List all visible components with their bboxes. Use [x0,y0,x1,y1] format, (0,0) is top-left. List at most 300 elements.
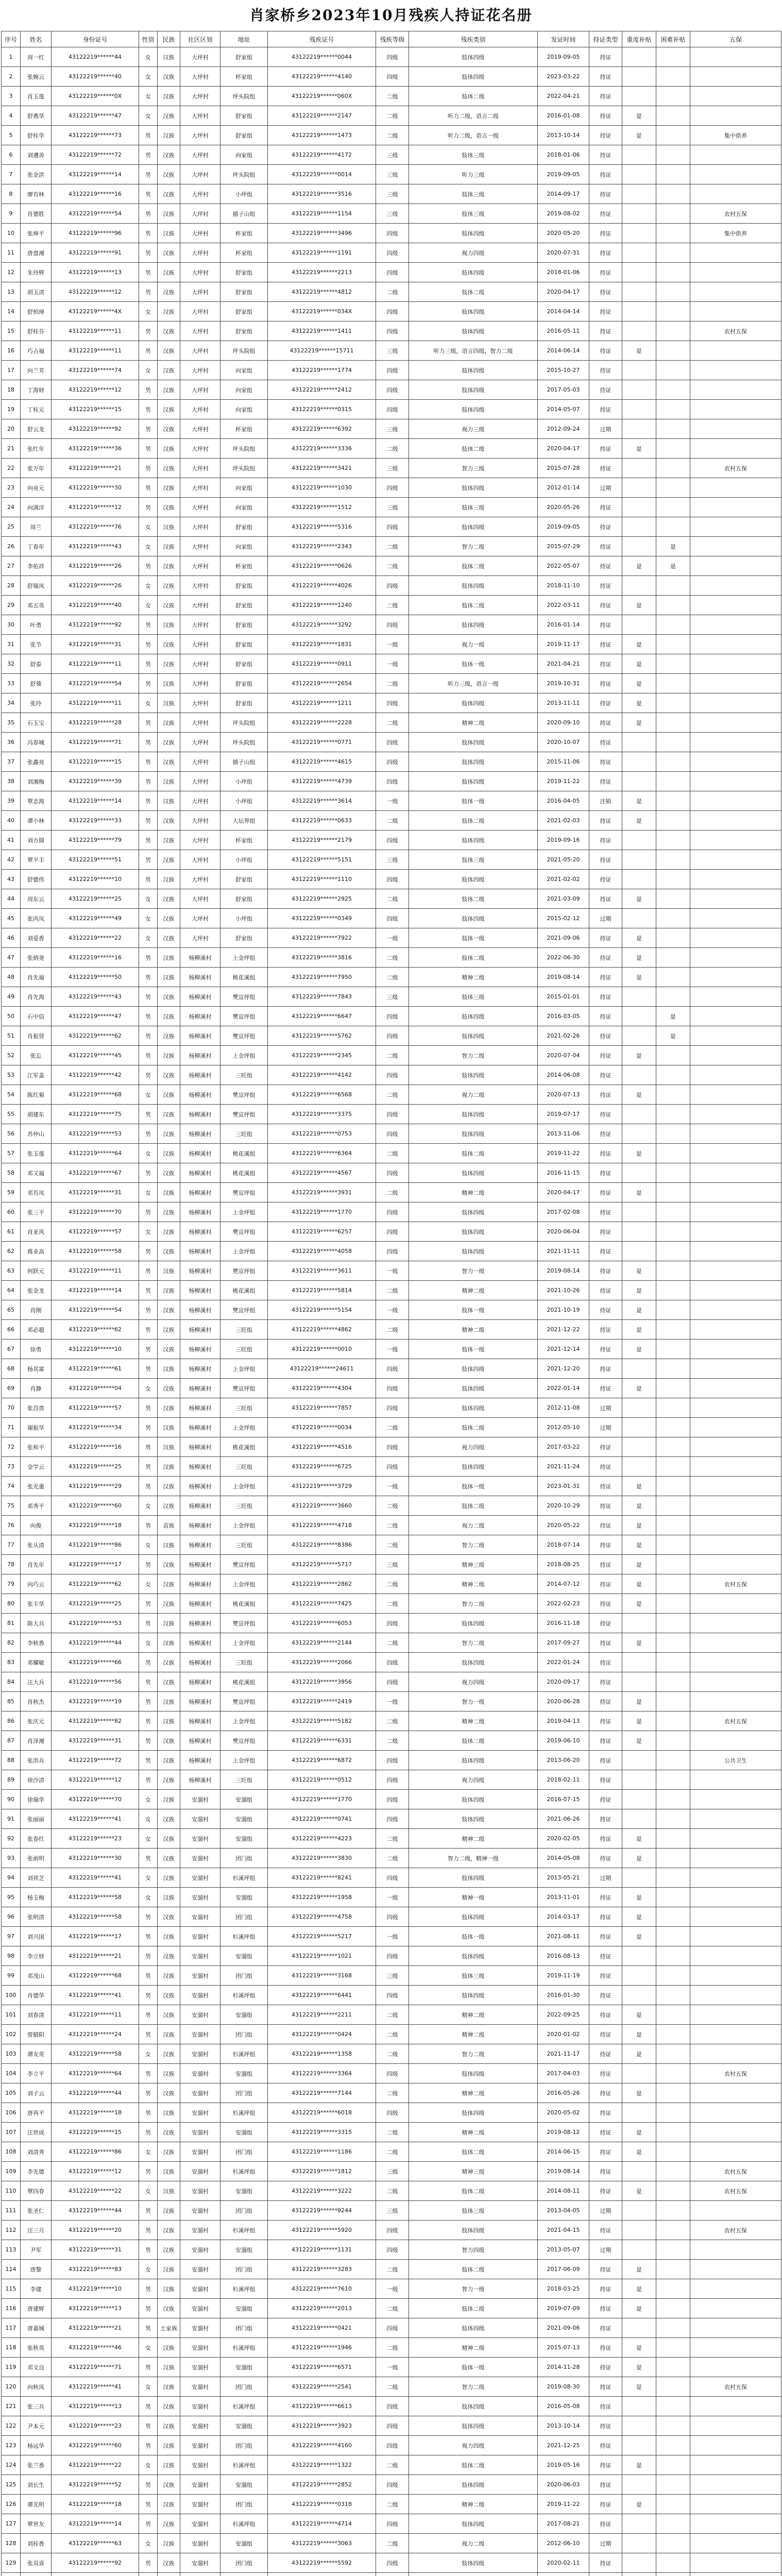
table-cell: 张兰香 [21,2455,52,2475]
table-cell: 64 [2,1281,21,1300]
table-cell [656,1692,690,1711]
table-cell [690,2025,781,2044]
table-cell: 2014-03-17 [538,1907,589,1927]
table-cell: 43122219******12 [52,380,139,400]
table-cell [622,2553,656,2573]
table-cell: 2019-08-12 [538,2123,589,2142]
table-cell: 2019-11-22 [538,2495,589,2514]
table-cell: 肢体四级 [409,517,538,537]
table-cell: 张炳尧 [21,948,52,968]
table-cell: 大坪村 [180,596,220,615]
table-cell: 43122219******79 [52,831,139,850]
table-cell: 肢体二级 [409,556,538,576]
table-cell [690,1477,781,1496]
table-cell: 2014-04-14 [538,302,589,321]
table-cell: 汉族 [158,928,180,948]
table-cell: 安溜村 [180,2534,220,2553]
table-cell: 樊宣坪组 [220,1085,268,1105]
table-cell [690,263,781,282]
table-cell: 持证 [589,968,622,987]
table-row [2,1261,781,1281]
table-row [2,302,781,321]
table-cell: 坪头院组 [220,439,268,459]
table-cell: 43122219******3931 [268,1183,376,1202]
table-cell: 肢体四级 [409,361,538,380]
table-cell: 7 [2,165,21,184]
table-cell: 43122219******29 [52,1477,139,1496]
table-cell: 肖秋杰 [21,1692,52,1711]
table-row [2,909,781,928]
table-cell: 43122219******14 [52,1281,139,1300]
table-cell: 杨柳溪村 [180,1281,220,1300]
table-cell: 男 [139,1555,158,1574]
table-cell [656,1105,690,1124]
table-cell: 是 [622,968,656,987]
table-cell [690,674,781,693]
table-cell: 是 [622,2358,656,2377]
table-cell: 持证 [589,1946,622,1966]
table-cell: 安溜村 [180,2123,220,2142]
table-cell [656,1398,690,1418]
table-cell: 张明清 [21,1907,52,1927]
table-cell: 113 [2,2240,21,2260]
table-cell [622,909,656,928]
table-cell: 安溜村 [180,2201,220,2221]
table-cell [622,1751,656,1770]
table-cell: 二级 [376,1320,409,1340]
table-cell: 2021-12-25 [538,2436,589,2455]
table-cell: 43122219******3168 [268,1966,376,1986]
table-cell: 43122219******82 [52,1711,139,1731]
table-cell: 男 [139,2416,158,2436]
table-cell [690,928,781,948]
table-cell: 向满洋 [21,498,52,517]
table-cell: 2020-05-20 [538,224,589,243]
table-row [2,576,781,596]
table-cell [690,1065,781,1085]
table-cell: 持证 [589,165,622,184]
table-cell: 109 [2,2162,21,2181]
table-cell: 杨柳溪村 [180,1222,220,1242]
table-cell: 持证 [589,1653,622,1672]
table-cell: 43122219******92 [52,2553,139,2573]
table-cell: 男 [139,1202,158,1222]
table-cell [622,263,656,282]
table-cell: 117 [2,2318,21,2338]
table-cell: 丁桂元 [21,400,52,419]
table-row [2,341,781,361]
table-cell: 99 [2,1966,21,1986]
table-cell: 汉族 [158,1555,180,1574]
table-cell: 持证 [589,282,622,302]
table-cell [622,282,656,302]
table-cell [656,733,690,752]
table-cell: 43122219******4739 [268,772,376,791]
table-cell: 26 [2,537,21,556]
table-row [2,126,781,145]
table-cell: 肢体四级 [409,1105,538,1124]
table-cell: 43122219******7610 [268,2279,376,2299]
table-cell: 一级 [376,1927,409,1946]
table-cell: 男 [139,1477,158,1496]
table-cell: 女 [139,2338,158,2358]
table-cell: 安溜组 [220,2123,268,2142]
table-cell [622,2475,656,2495]
table-cell: 杨柳溪村 [180,1261,220,1281]
table-cell: 1 [2,47,21,67]
table-cell: 2016-05-11 [538,321,589,341]
table-cell: 杉溪坪组 [220,1868,268,1888]
table-cell: 43122219******13 [52,2397,139,2416]
table-cell: 2020-10-29 [538,1496,589,1516]
table-cell: 舒家组 [220,635,268,654]
table-cell [690,576,781,596]
table-cell: 持证 [589,1888,622,1907]
table-row [2,1281,781,1300]
table-cell [690,1966,781,1986]
table-cell: 43122219******16 [52,184,139,204]
table-cell: 男 [139,987,158,1007]
table-cell: 汉族 [158,1711,180,1731]
table-row [2,1614,781,1633]
table-cell: 一级 [376,2279,409,2299]
table-cell: 持证 [589,67,622,87]
table-cell: 持证 [589,1966,622,1986]
table-cell: 安溜村 [180,2083,220,2103]
table-cell: 13 [2,282,21,302]
table-cell: 是 [622,1555,656,1574]
table-cell: 43122219******0771 [268,733,376,752]
table-cell: 过期 [589,2240,622,2260]
table-cell: 是 [622,341,656,361]
table-cell: 2020-10-07 [538,733,589,752]
table-cell: 持证 [589,361,622,380]
table-cell: 四级 [376,1946,409,1966]
table-cell: 87 [2,1731,21,1751]
table-cell: 肢体四级 [409,1379,538,1398]
table-cell: 肢体二级 [409,1144,538,1163]
table-cell: 谭小林 [21,811,52,831]
table-cell: 持证 [589,145,622,165]
table-cell: 2013-11-11 [538,693,589,713]
table-cell: 男 [139,224,158,243]
table-cell: 一级 [376,654,409,674]
table-cell: 汪三月 [21,2221,52,2240]
table-cell: 杉溪坪组 [220,2221,268,2240]
table-cell [656,2495,690,2514]
table-cell: 肢体四级 [409,1946,538,1966]
table-cell: 尹本元 [21,2416,52,2436]
table-cell: 肢体三级 [409,987,538,1007]
table-cell: 43122219******49 [52,909,139,928]
table-cell: 桃花溪组 [220,1437,268,1457]
table-cell: 杯家组 [220,419,268,439]
table-row [2,1065,781,1085]
table-cell: 汉族 [158,1849,180,1868]
table-cell: 男 [139,1124,158,1144]
table-cell: 2014-07-12 [538,1574,589,1594]
table-cell: 女 [139,596,158,615]
table-cell: 肢体四级 [409,2397,538,2416]
table-cell: 大坪村 [180,654,220,674]
table-cell: 持证 [589,850,622,870]
table-cell: 肢体一级 [409,791,538,811]
table-cell [690,1986,781,2005]
table-cell: 三级 [376,459,409,478]
table-cell: 43122219******42 [52,1065,139,1085]
table-row [2,1457,781,1477]
table-cell: 安溜村 [180,2299,220,2318]
table-cell: 女 [139,1535,158,1555]
table-cell: 2021-04-21 [538,654,589,674]
table-row [2,772,781,791]
table-cell: 男 [139,1300,158,1320]
table-cell: 刘遵善 [21,145,52,165]
table-cell: 2019-09-16 [538,831,589,850]
table-cell: 43122219******3956 [268,1672,376,1692]
table-cell: 杨柳溪村 [180,968,220,987]
table-cell: 男 [139,2103,158,2123]
table-cell: 谭友英 [21,2044,52,2064]
table-cell [690,654,781,674]
table-cell: 是 [622,1320,656,1340]
table-cell: 持证 [589,439,622,459]
table-cell: 43122219******58 [52,1242,139,1261]
table-cell: 安溜村 [180,1888,220,1907]
table-cell: 43122219******71 [52,2358,139,2377]
table-cell: 过期 [589,2534,622,2553]
table-cell: 覃世友 [21,2514,52,2534]
table-cell: 116 [2,2299,21,2318]
table-cell [656,1300,690,1320]
table-row [2,204,781,224]
table-cell [656,1535,690,1555]
table-cell: 肖德华 [21,1986,52,2005]
table-cell [690,1868,781,1888]
table-cell [656,1320,690,1340]
table-cell: 持证 [589,713,622,733]
table-cell: 持证 [589,2025,622,2044]
table-row [2,1340,781,1359]
table-cell: 63 [2,1261,21,1281]
table-cell: 43122219******30 [52,478,139,498]
table-cell: 持证 [589,1770,622,1790]
table-row [2,2475,781,2495]
table-cell: 男 [139,1516,158,1535]
table-cell: 2020-04-17 [538,282,589,302]
table-cell: 43122219******33 [52,811,139,831]
table-cell [656,1731,690,1751]
table-cell: 持证 [589,1124,622,1144]
table-cell: 汉族 [158,772,180,791]
table-row [2,811,781,831]
table-cell: 舒家组 [220,928,268,948]
table-cell: 女 [139,889,158,909]
table-cell: 2013-05-07 [538,2240,589,2260]
table-cell: 智力二级 [409,2377,538,2397]
table-cell: 团门组 [220,2142,268,2162]
table-cell: 58 [2,1163,21,1183]
table-cell [656,2416,690,2436]
table-cell [656,1046,690,1065]
table-cell [656,1790,690,1809]
table-cell: 汉族 [158,517,180,537]
table-cell: 持证 [589,2358,622,2377]
table-cell: 96 [2,1907,21,1927]
table-cell: 43122219******1030 [268,478,376,498]
table-cell: 持证 [589,1496,622,1516]
table-cell: 79 [2,1574,21,1594]
table-cell: 43122219******6331 [268,1731,376,1751]
table-cell: 樊宣坪组 [220,1300,268,1320]
table-cell: 大坪村 [180,615,220,635]
table-cell: 精神二级 [409,968,538,987]
table-cell: 安溜村 [180,1907,220,1927]
table-cell: 43122219******15 [52,752,139,772]
table-cell: 肢体四级 [409,1026,538,1046]
table-row [2,1555,781,1574]
table-cell: 三旺组 [220,1065,268,1085]
table-cell: 四级 [376,1614,409,1633]
table-row [2,2221,781,2240]
table-row [2,1946,781,1966]
table-cell: 43122219******3614 [268,791,376,811]
table-cell: 男 [139,870,158,889]
table-cell: 安溜村 [180,1946,220,1966]
table-cell: 43122219******62 [52,1574,139,1594]
table-cell: 谢振华 [21,1418,52,1437]
table-cell: 是 [622,1300,656,1320]
table-cell: 是 [622,713,656,733]
table-cell: 43122219******1240 [268,596,376,615]
table-cell [690,1222,781,1242]
table-cell: 男 [139,2397,158,2416]
table-cell: 汉族 [158,2044,180,2064]
table-cell: 是 [622,1516,656,1535]
table-cell: 上金坪组 [220,1046,268,1065]
table-cell: 是 [622,1085,656,1105]
table-cell [622,2397,656,2416]
table-cell: 43122219******2345 [268,1046,376,1065]
table-cell: 持证 [589,2260,622,2279]
table-cell: 持证 [589,2455,622,2475]
table-cell: 舒云龙 [21,419,52,439]
table-cell: 女 [139,2534,158,2553]
table-cell [690,1202,781,1222]
table-cell: 女 [139,47,158,67]
table-cell: 过期 [589,1398,622,1418]
table-cell: 汉族 [158,1300,180,1320]
table-cell: 43122219******24611 [268,1359,376,1379]
table-cell: 43122219******15711 [268,341,376,361]
table-cell: 61 [2,1222,21,1242]
table-cell [656,596,690,615]
table-cell: 2020-04-17 [538,1183,589,1202]
table-cell: 农村五保 [690,1574,781,1594]
table-cell: 安溜村 [180,2044,220,2064]
table-cell [656,2260,690,2279]
table-cell: 三旺组 [220,1124,268,1144]
table-cell: 2023-01-31 [538,1477,589,1496]
table-cell: 四级 [376,1751,409,1770]
table-cell: 43122219******17 [52,1927,139,1946]
table-cell [690,1457,781,1477]
table-cell: 男 [139,1672,158,1692]
table-cell: 金学云 [21,1457,52,1477]
table-cell: 2013-10-14 [538,126,589,145]
table-cell: 肢体四级 [409,1222,538,1242]
table-cell: 视力三级 [409,419,538,439]
table-cell: 二级 [376,2299,409,2318]
table-cell: 汉族 [158,1692,180,1711]
table-cell [622,2240,656,2260]
table-cell [690,165,781,184]
table-cell: 男 [139,1320,158,1340]
table-cell: 肢体四级 [409,1653,538,1672]
table-cell [690,2083,781,2103]
table-cell [656,1594,690,1614]
table-cell: 四级 [376,1163,409,1183]
table-cell: 四级 [376,2397,409,2416]
table-cell: 43122219******3222 [268,2181,376,2201]
table-cell: 128 [2,2534,21,2553]
table-row [2,1183,781,1202]
table-cell: 张三平 [21,1202,52,1222]
table-cell: 男 [139,556,158,576]
table-cell: 李先德 [21,2162,52,2181]
table-row [2,2534,781,2553]
table-cell: 肢体四级 [409,693,538,713]
table-cell: 苗族 [158,1516,180,1535]
table-cell: 36 [2,733,21,752]
table-cell: 持证 [589,928,622,948]
table-cell: 103 [2,2044,21,2064]
table-cell: 43122219******66 [52,1653,139,1672]
table-cell: 邓耀敏 [21,1653,52,1672]
table-cell: 是 [622,106,656,126]
table-cell: 安溜村 [180,2103,220,2123]
table-cell [690,145,781,165]
table-cell: 32 [2,654,21,674]
table-cell: 女 [139,2260,158,2279]
table-cell: 一级 [376,1261,409,1281]
table-cell [656,752,690,772]
table-cell: 汉族 [158,556,180,576]
table-cell: 2013-04-05 [538,2201,589,2221]
table-cell: 四级 [376,772,409,791]
table-cell: 樊宣坪组 [220,1026,268,1046]
table-cell: 汉族 [158,948,180,968]
table-cell [656,2064,690,2083]
table-row [2,1222,781,1242]
table-cell [622,1202,656,1222]
table-cell [690,909,781,928]
table-cell: 43122219******50 [52,968,139,987]
table-cell: 男 [139,380,158,400]
table-cell: 刘兴国 [21,1927,52,1946]
table-cell [656,1711,690,1731]
table-row [2,282,781,302]
table-cell: 智力二级 [409,1535,538,1555]
table-cell: 是 [622,1594,656,1614]
table-cell [656,1340,690,1359]
table-cell: 汉族 [158,2514,180,2534]
table-cell: 樊宣坪组 [220,1379,268,1398]
table-cell: 男 [139,1065,158,1085]
table-cell: 四级 [376,1359,409,1379]
table-cell: 安溜组 [220,2240,268,2260]
table-cell: 持证 [589,1731,622,1751]
